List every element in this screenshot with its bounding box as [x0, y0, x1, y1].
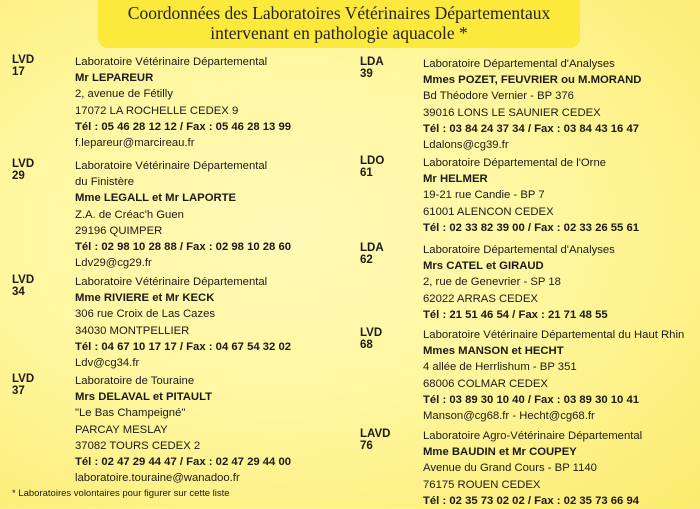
lab-detail-line: Mmes POZET, FEUVRIER ou M.MORAND	[423, 74, 642, 87]
lab-detail-line: Ldalons@cg39.fr	[423, 138, 509, 151]
lab-detail-line: Ldv29@cg29.fr	[75, 257, 152, 270]
lab-detail-line: Laboratoire Vétérinaire Départemental	[75, 160, 268, 172]
lab-code: LDA 62	[360, 242, 384, 266]
lab-detail-line: Mme BAUDIN et Mr COUPEY	[423, 446, 577, 459]
lab-detail-line: Laboratoire Vétérinaire Départemental	[75, 276, 268, 288]
lab-detail-line: Bd Théodore Vernier - BP 376	[423, 90, 574, 103]
lab-detail-line: Mrs CATEL et GIRAUD	[423, 260, 544, 273]
lab-detail-line: Tél : 02 98 10 28 88 / Fax : 02 98 10 28 60	[75, 240, 292, 253]
lab-code: LDA 39	[360, 56, 384, 80]
lab-detail-line: 19-21 rue Candie - BP 7	[423, 189, 545, 202]
lab-detail-line: Laboratoire Agro-Vétérinaire Départemental	[423, 430, 643, 442]
lab-detail-line: Laboratoire Départemental d'Analyses	[423, 244, 615, 256]
lab-detail-line: Mme RIVIERE et Mr KECK	[75, 292, 215, 305]
lab-detail-line: 17072 LA ROCHELLE CEDEX 9	[75, 104, 239, 117]
lab-detail-line: 4 allée de Herrlishum - BP 351	[423, 361, 577, 374]
lab-detail-line: f.lepareur@marcireau.fr	[75, 136, 195, 149]
lab-detail-line: Laboratoire Départemental de l'Orne	[423, 157, 607, 169]
lab-detail-line: Mrs DELAVAL et PITAULT	[75, 391, 213, 404]
lab-code: LVD 68	[360, 327, 383, 351]
lab-detail-line: 76175 ROUEN CEDEX	[423, 478, 541, 491]
lab-detail-line: 37082 TOURS CEDEX 2	[75, 439, 201, 452]
lab-details	[423, 327, 684, 424]
lab-code: LVD 34	[12, 274, 35, 298]
lab-detail-line: Mme LEGALL et Mr LAPORTE	[75, 192, 237, 205]
lab-detail-line: Manson@cg68.fr - Hecht@cg68.fr	[423, 409, 595, 422]
lab-detail-line: 29196 QUIMPER	[75, 224, 163, 237]
lab-detail-line: 34030 MONTPELLIER	[75, 324, 190, 337]
lab-detail-line: Laboratoire Départemental d'Analyses	[423, 58, 615, 70]
lab-detail-line: Ldv@cg34.fr	[75, 356, 140, 369]
lab-details	[423, 56, 641, 153]
lab-detail-line: 61001 ALENCON CEDEX	[423, 205, 554, 218]
lab-detail-line: "Le Bas Champeigné"	[75, 407, 186, 420]
lab-detail-line: 2, avenue de Fétilly	[75, 88, 173, 101]
lab-detail-line: PARCAY MESLAY	[75, 423, 168, 436]
lab-code: LDO 61	[360, 155, 385, 179]
lab-detail-line: Tél : 04 67 10 17 17 / Fax : 04 67 54 32 02	[75, 340, 292, 353]
lab-code: LAVD 76	[360, 428, 391, 452]
lab-detail-line: Tél : 03 89 30 10 40 / Fax : 03 89 30 10 41	[423, 393, 640, 406]
title-line-1: Coordonnées des Laboratoires Vétérinaires Départementaux	[127, 3, 551, 23]
lab-details	[423, 155, 639, 236]
lab-detail-line: Laboratoire Vétérinaire Départemental	[75, 56, 268, 68]
lab-code: LVD 29	[12, 158, 35, 182]
lab-detail-line: Laboratoire de Touraine	[75, 375, 195, 387]
lab-detail-line: 68006 COLMAR CEDEX	[423, 377, 548, 390]
title-line-2: intervenant en pathologie aquacole *	[210, 23, 468, 43]
lab-detail-line: Tél : 02 47 29 44 47 / Fax : 02 47 29 44 00	[75, 455, 292, 468]
lab-details	[75, 54, 291, 151]
footnote: * Laboratoires volontaires pour figurer sur cette liste	[12, 488, 230, 499]
lab-detail-line: Mr HELMER	[423, 173, 488, 186]
lab-detail-line: 39016 LONS LE SAUNIER CEDEX	[423, 106, 601, 119]
lab-detail-line: Mr LEPAREUR	[75, 72, 154, 85]
lab-details	[75, 274, 291, 371]
lab-detail-line: 306 rue Croix de Las Cazes	[75, 308, 216, 321]
lab-detail-line: 2, rue de Genevrier - SP 18	[423, 276, 561, 289]
lab-detail-line: Z.A. de Créac'h Guen	[75, 208, 184, 221]
lab-detail-line: Avenue du Grand Cours - BP 1140	[423, 462, 597, 475]
lab-detail-line: du Finistère	[75, 176, 135, 189]
lab-detail-line: 62022 ARRAS CEDEX	[423, 292, 538, 305]
lab-detail-line: Laboratoire Vétérinaire Départemental du Haut Rhin	[423, 329, 685, 341]
lab-detail-line: Tél : 02 35 73 02 02 / Fax : 02 35 73 66 94	[423, 494, 640, 507]
lab-detail-line: Tél : 02 33 82 39 00 / Fax : 02 33 26 55 61	[423, 221, 640, 234]
lab-details	[423, 242, 615, 323]
lab-detail-line: laboratoire.touraine@wanadoo.fr	[75, 472, 240, 485]
lab-details	[75, 158, 291, 271]
page-title	[98, 3, 580, 43]
lab-detail-line: Tél : 21 51 46 54 / Fax : 21 71 48 55	[423, 308, 608, 321]
lab-details	[423, 428, 642, 509]
lab-code: LVD 37	[12, 373, 35, 397]
lab-details	[75, 373, 291, 486]
lab-code: LVD 17	[12, 54, 35, 78]
lab-detail-line: Mmes MANSON et HECHT	[423, 345, 564, 358]
lab-detail-line: Tél : 03 84 24 37 34 / Fax : 03 84 43 16 47	[423, 122, 640, 135]
lab-detail-line: Tél : 05 46 28 12 12 / Fax : 05 46 28 13 99	[75, 120, 292, 133]
